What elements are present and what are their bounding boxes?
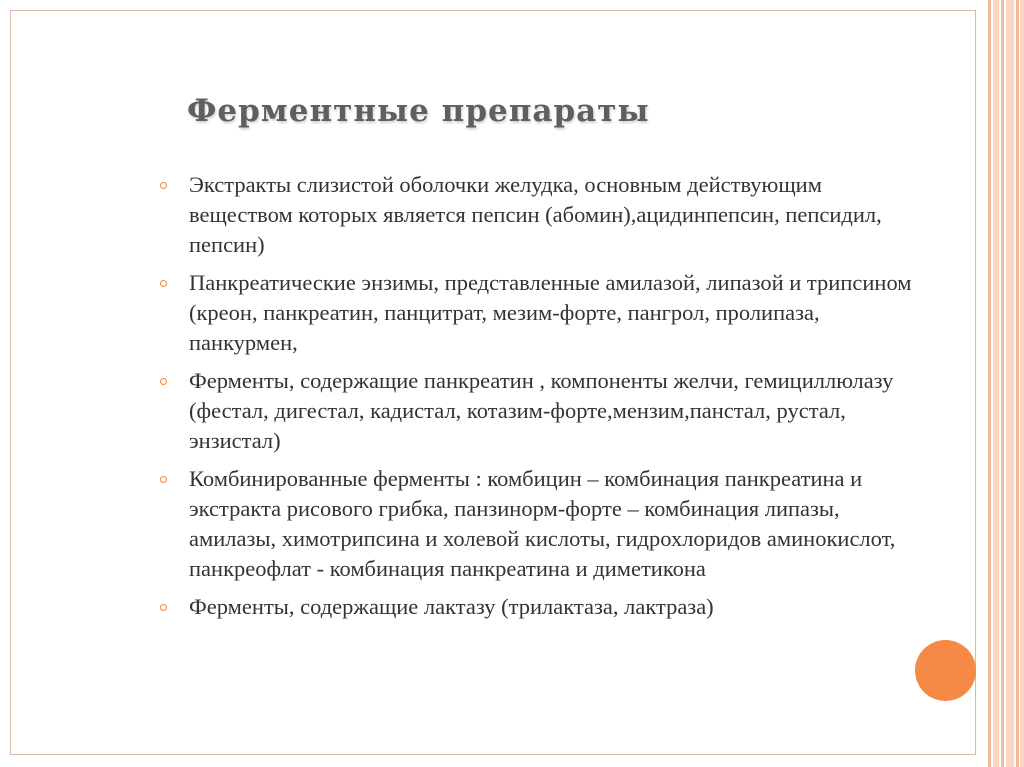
bullet-item — [160, 592, 920, 622]
bullet-item — [160, 170, 920, 260]
bullet-text: Ферменты, содержащие панкреатин , компоненты желчи, гемициллюлазу (фестал, дигестал, кадистал, котазим-форте,мензим,панстал, рустал, энзистал) — [189, 368, 894, 453]
bullet-circle-icon — [160, 476, 167, 483]
decorative-orange-circle — [915, 640, 976, 701]
stripe — [1016, 0, 1019, 767]
stripe — [1020, 0, 1024, 767]
stripe — [1001, 0, 1004, 767]
bullet-circle-icon — [160, 378, 167, 385]
bullet-text: Экстракты слизистой оболочки желудка, основным действующим веществом которых является пепсин (абомин),ацидинпепсин, пепсидил, пепсин) — [189, 172, 882, 257]
bullet-text: Ферменты, содержащие лактазу (трилактаза, лактраза) — [189, 594, 714, 619]
bullet-circle-icon — [160, 280, 167, 287]
decorative-stripes — [986, 0, 1024, 767]
bullet-item — [160, 464, 920, 584]
bullet-item — [160, 268, 920, 358]
stripe — [1006, 0, 1014, 767]
slide-title: Ферментные препараты — [187, 93, 650, 129]
bullet-item — [160, 366, 920, 456]
stripe — [988, 0, 991, 767]
bullet-list — [160, 170, 920, 630]
stripe — [993, 0, 999, 767]
bullet-circle-icon — [160, 182, 167, 189]
bullet-circle-icon — [160, 604, 167, 611]
bullet-text: Панкреатические энзимы, представленные амилазой, липазой и трипсином (креон, панкреатин, панцитрат, мезим-форте, пангрол, пролипаза, панкурмен, — [189, 270, 912, 355]
bullet-text: Комбинированные ферменты : комбицин – комбинация панкреатина и экстракта рисового грибка, панзинорм-форте – комбинация липазы, амилазы, химотрипсина и холевой кислоты, гидрохлоридов аминокислот, панкреофлат - комбинация панкреатина и диметикона — [189, 466, 896, 581]
